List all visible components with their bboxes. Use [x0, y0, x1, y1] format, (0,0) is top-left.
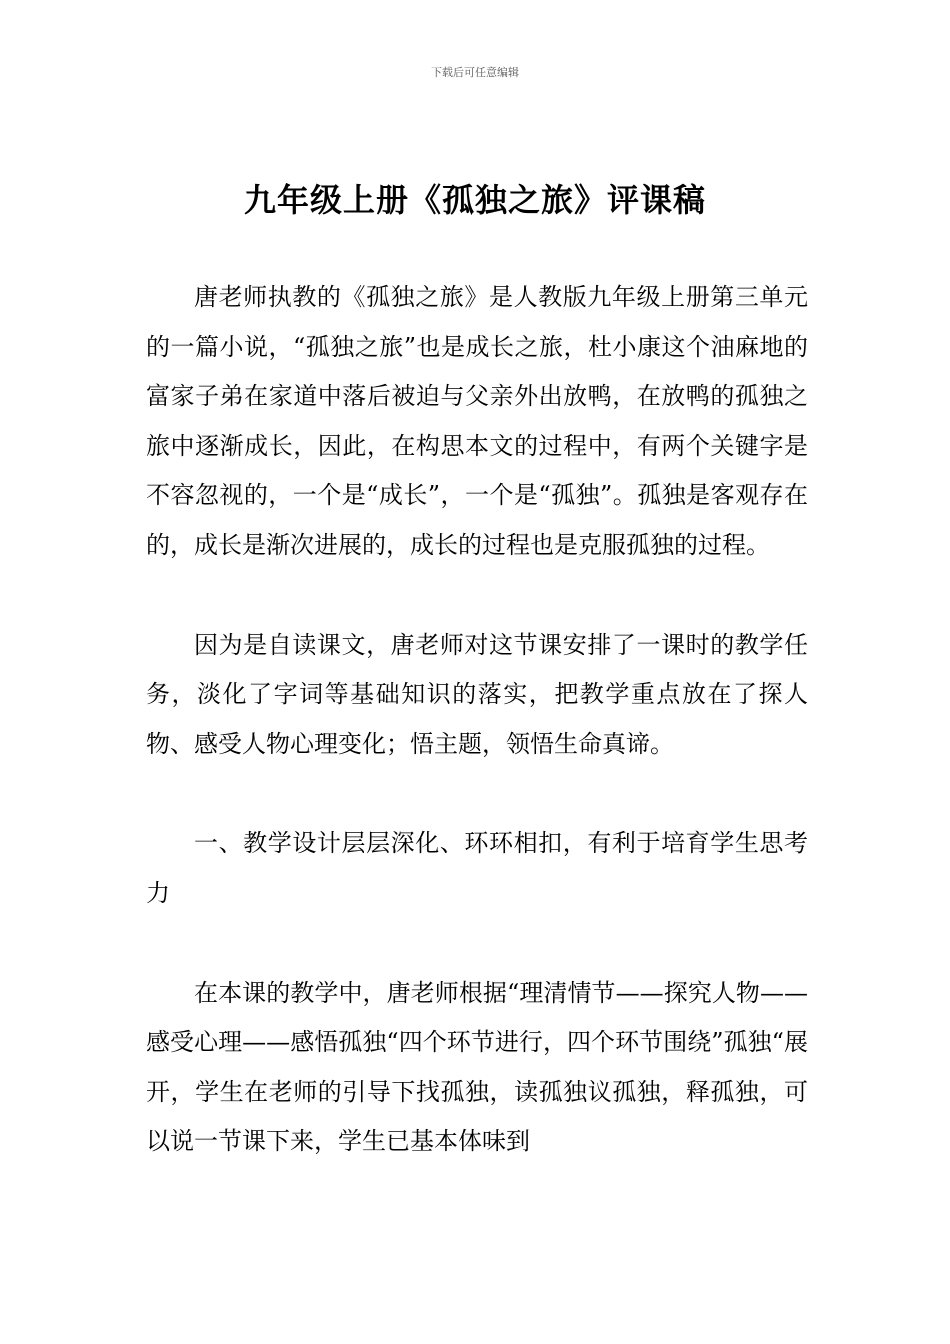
paragraph-intro: 唐老师执教的《孤独之旅》是人教版九年级上册第三单元的一篇小说，“孤独之旅”也是成长之旅，杜小康这个油麻地的富家子弟在家道中落后被迫与父亲外出放鸭，在放鸭的孤独之旅中逐渐成长，因此，在构思本文的过程中，有两个关键字是不容忽视的，一个是“成长”，一个是“孤独”。孤独是客观存在的，成长是渐次进展的，成长的过程也是克服孤独的过程。 — [146, 283, 808, 559]
section-heading-one: 一、教学设计层层深化、环环相扣，有利于培育学生思考力 — [146, 829, 808, 907]
paragraph-gap — [146, 919, 808, 969]
paragraph-gap — [146, 571, 808, 621]
paragraph-teaching-process: 在本课的教学中，唐老师根据“理清情节——探究人物——感受心理——感悟孤独“四个环节进行，四个环节围绕”孤独“展开，学生在老师的引导下找孤独，读孤独议孤独，释孤独，可以说一节课下来，学生已基本体味到 — [146, 978, 808, 1156]
page-header-note: 下载后可任意编辑 — [431, 66, 519, 79]
paragraph-arrangement: 因为是自读课文，唐老师对这节课安排了一课时的教学任务，淡化了字词等基础知识的落实，把教学重点放在了探人物、感受人物心理变化；悟主题，领悟生命真谛。 — [146, 630, 808, 758]
paragraph-gap — [146, 769, 808, 819]
document-body — [146, 273, 808, 1167]
document-title: 九年级上册《孤独之旅》评课稿 — [243, 181, 706, 219]
